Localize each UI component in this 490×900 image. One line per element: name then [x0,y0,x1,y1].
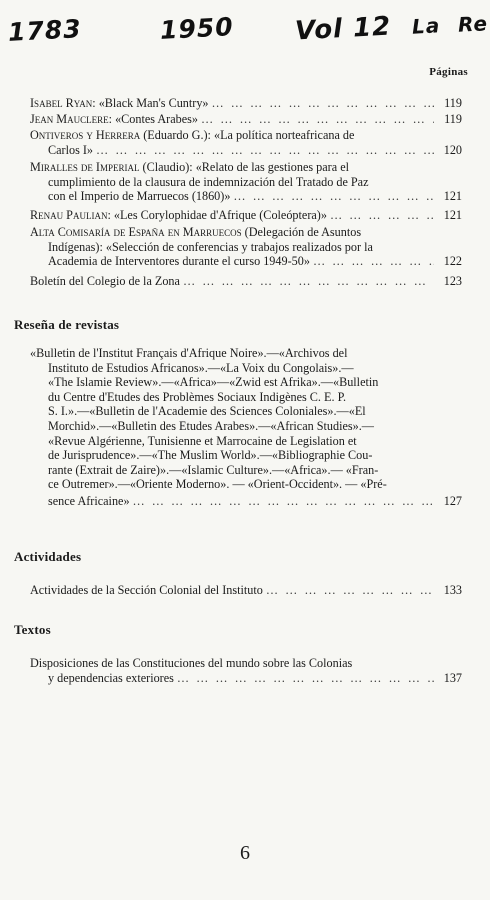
leader-dots [263,583,434,598]
entry-title: «Black Man's Cuntry» [98,96,209,110]
handwritten-year: 1950 [159,12,235,45]
entry-author: Alta Comisaría de España en Marruecos [30,225,242,239]
entry-title: (Claudio): «Relato de las gestiones para el [139,160,349,174]
toc-entry [30,128,462,157]
toc-entry [30,656,462,685]
entry-author: Miralles de Imperial [30,160,140,174]
handwritten-volume: Vol 12 [294,11,392,47]
entry-title-cont: Academia de Interventores durante el curso 1949-50» [48,254,310,269]
handwritten-fragment: Re [457,11,489,37]
entry-title-cont: Carlos I» [48,142,94,157]
entry-author: Ontiveros y Herrera [30,128,141,142]
entry-line: S. I.».—«Bulletin de l'Academie des Sciences Coloniales».—«El [48,404,366,419]
toc-entry: Jean Mauclere: «Contes Arabes» … … … … … … … … … … … … … … … … … … … … … … … … … … … … … … … … … … … … 119 [30,112,462,127]
section-heading: Actividades [14,549,82,564]
entry-line: «Bulletin de l'Institut Français d'Afrique Noire».—«Archivos del [30,346,348,360]
entry-page: 121 [443,208,462,222]
entry-author: Renau Paulian [30,208,108,222]
entry-line: «The Islamie Review».—«Africa»—«Zwid est Afrika».—«Bulletin [48,375,379,390]
entry-page: 137 [443,670,462,685]
toc-entry [30,160,462,204]
leader-dots [209,96,434,111]
leader-dots [198,112,434,127]
entry-author: Isabel Ryan [30,96,93,110]
entry-line: ce Outremer».—«Oriente Moderno». — «Orient-Occident». — «Pré- [48,477,387,492]
entry-line: Actividades de la Sección Colonial del Instituto [30,583,263,597]
entry-line: Disposiciones de las Constituciones del mundo sobre las Colonias [30,656,353,670]
entry-page: 127 [443,493,462,508]
leader-dots [327,208,434,223]
toc-entry [30,583,462,598]
leader-dots [174,671,434,686]
entry-line: sence Africaine» [48,493,130,508]
entry-line: Instituto de Estudios Africanos».—«La Voix du Congolais».— [48,360,354,375]
toc-entry [30,225,462,269]
entry-line: Morchid».—«Bulletin des Etudes Arabes».—«African Studies».— [48,418,374,433]
entry-page: 122 [443,254,462,269]
section-heading: Textos [14,622,51,637]
entry-title: Boletín del Colegio de la Zona [30,274,180,288]
leader-dots [130,494,434,509]
entry-title-cont: con el Imperio de Marruecos (1860)» [48,189,231,204]
toc-entry [30,274,462,289]
page-number: 6 [240,842,250,864]
entry-page: 119 [444,112,462,126]
entry-line: y dependencias exteriores [48,670,174,685]
entry-page: 133 [443,583,462,597]
entry-page: 121 [443,189,462,204]
toc-entry: Renau Paulian: «Les Corylophidae d'Afrique (Coleóptera)» … … … … … … … … … … … … … … … … … … … … … … … … … … … … … … … … … … … … 121 [30,208,462,223]
section-heading: Reseña de revistas [14,317,120,332]
column-header-paginas: Páginas [429,66,468,78]
leader-dots [310,254,434,269]
entry-line: rante (Extrait de Zaire)».—«Islamic Culture».—«Africa».— «Fran- [48,462,379,477]
entry-line: de Jurisprudence».—«The Muslim World».—«Bibliographie Cou- [48,448,373,463]
handwritten-reference: 1783 [7,14,83,47]
toc-entry: Isabel Ryan: «Black Man's Cuntry» … … … … … … … … … … … … … … … … … … … … … … … … … … … … … … … … … … … … 119 [30,96,462,111]
entry-page: 120 [443,142,462,157]
leader-dots [93,143,434,158]
entry-title-cont: Indígenas): «Selección de conferencias y trabajos realizados por la [48,239,373,254]
entry-title: (Delegación de Asuntos [241,225,362,239]
entry-title: «Contes Arabes» [115,112,198,126]
entry-author: Jean Mauclere [30,112,109,126]
entry-line: du Centre d'Etudes des Problèmes Sociaux Indigènes C. E. P. [48,389,347,404]
leader-dots [230,189,434,204]
toc-entry [30,346,462,509]
entry-title: (Eduardo G.): «La política norteafricana de [140,128,355,142]
handwritten-la: La [411,13,441,39]
entry-title: «Les Corylophidae d'Afrique (Coleóptera)» [113,208,327,222]
leader-dots [180,274,434,289]
entry-line: «Revue Algérienne, Tunisienne et Marrocaine de Legislation et [48,433,357,448]
entry-page: 119 [444,96,462,110]
entry-title-cont: cumplimiento de la clausura de indemnización del Tratado de Paz [48,174,369,189]
entry-page: 123 [443,274,462,288]
